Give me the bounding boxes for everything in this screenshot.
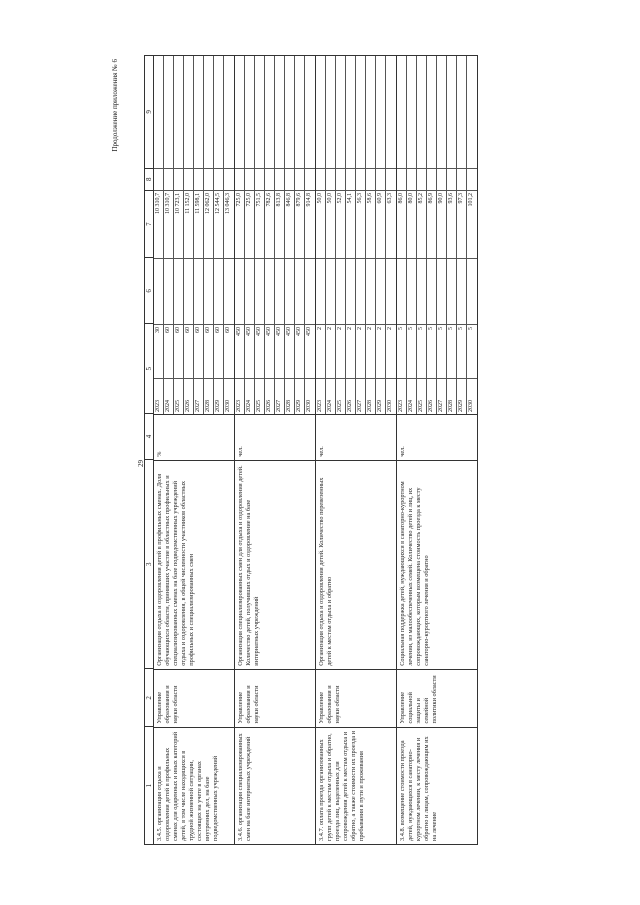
column-number: 2 <box>145 668 153 726</box>
value-cell: 450 <box>305 324 315 378</box>
value-cell: 450 <box>235 324 244 378</box>
amount-cell: 54,1 <box>346 190 355 258</box>
amount-cell: 50,0 <box>326 190 335 258</box>
empty-cell <box>376 168 385 190</box>
year-row <box>366 56 376 414</box>
year-cell: 2025 <box>174 378 183 414</box>
amount-cell: 52,0 <box>336 190 345 258</box>
amount-cell: 80,0 <box>407 190 416 258</box>
empty-cell <box>457 168 466 190</box>
empty-cell <box>204 168 213 190</box>
empty-cell <box>214 258 223 324</box>
value-cell: 450 <box>245 324 254 378</box>
indicator-cell: Организация отдыха и оздоровления детей. Количество перевезенных детей к местам отдыха и обратно <box>316 460 396 669</box>
amount-cell: 725,0 <box>235 190 244 258</box>
value-cell: 2 <box>366 324 375 378</box>
empty-cell <box>194 258 203 324</box>
empty-cell <box>305 56 315 168</box>
table-row <box>397 55 478 845</box>
measure-cell: 3.4.6. организация специализированных смен на базе интернатных учреждений <box>235 727 315 844</box>
year-cell: 2029 <box>457 378 466 414</box>
measure-cell: 3.4.8. возмещение стоимости проезда детей, нуждающихся в санаторно-курортном лечении, к месту лечения и обратно и лицам, сопровождающим их на лечение <box>397 727 477 844</box>
empty-cell <box>305 258 315 324</box>
empty-cell <box>447 258 456 324</box>
value-cell: 5 <box>407 324 416 378</box>
empty-cell <box>184 258 193 324</box>
empty-cell <box>447 56 456 168</box>
year-rows <box>154 56 234 414</box>
executor-cell: Управление образования и науки области <box>316 669 396 727</box>
value-cell: 450 <box>255 324 264 378</box>
amount-cell: 63,3 <box>386 190 396 258</box>
empty-cell <box>245 168 254 190</box>
unit-cell: чел. <box>397 414 477 460</box>
amount-cell: 10 310,7 <box>154 190 163 258</box>
year-cell: 2025 <box>255 378 264 414</box>
year-row <box>437 56 447 414</box>
year-row <box>356 56 366 414</box>
rotated-table-sheet <box>111 55 631 845</box>
empty-cell <box>154 168 163 190</box>
column-number: 4 <box>145 413 153 459</box>
table-row <box>316 55 397 845</box>
value-cell: 60 <box>184 324 193 378</box>
empty-cell <box>305 168 315 190</box>
year-cell: 2023 <box>316 378 325 414</box>
amount-cell: 12 062,0 <box>204 190 213 258</box>
amount-cell: 11 152,0 <box>184 190 193 258</box>
year-row <box>457 56 467 414</box>
year-cell: 2027 <box>437 378 446 414</box>
empty-cell <box>154 258 163 324</box>
year-row <box>184 56 194 414</box>
empty-cell <box>255 258 264 324</box>
empty-cell <box>397 56 406 168</box>
empty-cell <box>295 168 304 190</box>
amount-cell: 90,0 <box>437 190 446 258</box>
empty-cell <box>255 168 264 190</box>
amount-cell: 846,8 <box>285 190 294 258</box>
year-row <box>285 56 295 414</box>
year-row <box>174 56 184 414</box>
value-cell: 5 <box>397 324 406 378</box>
year-row <box>255 56 265 414</box>
value-cell: 450 <box>285 324 294 378</box>
empty-cell <box>285 56 294 168</box>
year-row <box>214 56 224 414</box>
empty-cell <box>366 258 375 324</box>
executor-cell: Управление социальной защиты и семейной политики области <box>397 669 477 727</box>
year-cell: 2026 <box>184 378 193 414</box>
year-cell: 2023 <box>235 378 244 414</box>
amount-cell: 58,6 <box>366 190 375 258</box>
empty-cell <box>235 56 244 168</box>
empty-cell <box>346 258 355 324</box>
year-cell: 2029 <box>214 378 223 414</box>
table-row <box>235 55 316 845</box>
unit-cell: % <box>154 414 234 460</box>
amount-cell: 13 046,3 <box>224 190 234 258</box>
page-number: 29 <box>137 460 145 467</box>
empty-cell <box>275 258 284 324</box>
empty-cell <box>235 258 244 324</box>
year-row <box>467 56 477 414</box>
year-row <box>386 56 396 414</box>
empty-cell <box>366 168 375 190</box>
amount-cell: 97,3 <box>457 190 466 258</box>
empty-cell <box>265 258 274 324</box>
year-cell: 2028 <box>285 378 294 414</box>
empty-cell <box>235 168 244 190</box>
amount-cell: 914,8 <box>305 190 315 258</box>
empty-cell <box>164 56 173 168</box>
year-cell: 2026 <box>427 378 436 414</box>
year-row <box>427 56 437 414</box>
year-row <box>194 56 204 414</box>
empty-cell <box>437 56 446 168</box>
value-cell: 2 <box>346 324 355 378</box>
column-number: 1 <box>145 726 153 844</box>
empty-cell <box>174 258 183 324</box>
empty-cell <box>457 258 466 324</box>
year-cell: 2024 <box>407 378 416 414</box>
empty-cell <box>204 56 213 168</box>
empty-cell <box>245 56 254 168</box>
year-cell: 2023 <box>154 378 163 414</box>
empty-cell <box>336 258 345 324</box>
amount-cell: 85,2 <box>417 190 426 258</box>
amount-cell: 813,8 <box>275 190 284 258</box>
year-row <box>346 56 356 414</box>
column-number: 9 <box>145 110 153 114</box>
column-number: 7 <box>145 190 153 258</box>
value-cell: 30 <box>154 324 163 378</box>
year-row <box>275 56 285 414</box>
amount-cell: 782,6 <box>265 190 274 258</box>
value-cell: 2 <box>376 324 385 378</box>
year-cell: 2027 <box>275 378 284 414</box>
empty-cell <box>356 258 365 324</box>
empty-cell <box>265 168 274 190</box>
empty-cell <box>265 56 274 168</box>
year-cell: 2026 <box>265 378 274 414</box>
indicator-cell: Социальная поддержка детей, нуждающихся в санаторно-курортном лечении, из малообеспеченных семей. Количество детей и лиц, их сопровождающих, которым возмещена стоимость проезда к месту санаторно-курортного лечения и обратно <box>397 460 477 669</box>
empty-cell <box>467 168 477 190</box>
year-rows <box>316 56 396 414</box>
empty-cell <box>467 56 477 168</box>
empty-cell <box>376 56 385 168</box>
empty-cell <box>437 168 446 190</box>
amount-cell: 10 723,1 <box>174 190 183 258</box>
empty-cell <box>356 56 365 168</box>
year-row <box>326 56 336 414</box>
empty-cell <box>224 258 234 324</box>
value-cell: 5 <box>457 324 466 378</box>
column-number-row <box>144 55 154 845</box>
value-cell: 450 <box>265 324 274 378</box>
value-cell: 60 <box>174 324 183 378</box>
value-cell: 60 <box>194 324 203 378</box>
empty-cell <box>447 168 456 190</box>
empty-cell <box>174 56 183 168</box>
unit-cell: чел. <box>235 414 315 460</box>
empty-cell <box>467 258 477 324</box>
empty-cell <box>204 258 213 324</box>
empty-cell <box>285 258 294 324</box>
year-row <box>265 56 275 414</box>
empty-cell <box>376 258 385 324</box>
year-row <box>447 56 457 414</box>
empty-cell <box>397 168 406 190</box>
empty-cell <box>295 258 304 324</box>
amount-cell: 879,6 <box>295 190 304 258</box>
amount-cell: 60,9 <box>376 190 385 258</box>
indicator-cell: Организация отдыха и оздоровления детей в профильных сменах. Доля обучающихся области, принявших участие в областных профильных и специализированных сменах на базе подведомственных учреждений отдыха и оздоровления, в общей численности участников областных профильных и специализированных смен <box>154 460 234 669</box>
empty-cell <box>457 56 466 168</box>
amount-cell: 101,2 <box>467 190 477 258</box>
empty-cell <box>417 258 426 324</box>
year-row <box>316 56 326 414</box>
amount-cell: 12 544,5 <box>214 190 223 258</box>
amount-cell: 725,0 <box>245 190 254 258</box>
amount-cell: 751,5 <box>255 190 264 258</box>
empty-cell <box>417 168 426 190</box>
empty-cell <box>275 168 284 190</box>
empty-cell <box>427 56 436 168</box>
empty-cell <box>214 168 223 190</box>
empty-cell <box>346 56 355 168</box>
year-row <box>235 56 245 414</box>
table-body <box>154 55 478 845</box>
value-cell: 60 <box>164 324 173 378</box>
executor-cell: Управление образования и науки области <box>154 669 234 727</box>
year-row <box>336 56 346 414</box>
empty-cell <box>427 168 436 190</box>
indicator-cell: Организация специализированных смен для отдыха и оздоровления детей. Количество детей, получивших отдых и оздоровление на базе интернатных учреждений <box>235 460 315 669</box>
value-cell: 5 <box>467 324 477 378</box>
value-cell: 5 <box>427 324 436 378</box>
year-row <box>245 56 255 414</box>
column-number: 6 <box>145 257 153 323</box>
amount-cell: 86,0 <box>397 190 406 258</box>
empty-cell <box>386 258 396 324</box>
empty-cell <box>427 258 436 324</box>
empty-cell <box>245 258 254 324</box>
year-rows <box>397 56 477 414</box>
year-row <box>417 56 427 414</box>
year-cell: 2028 <box>366 378 375 414</box>
empty-cell <box>184 56 193 168</box>
year-row <box>397 56 407 414</box>
empty-cell <box>407 258 416 324</box>
measure-cell: 3.4.5. организация отдыха и оздоровления детей в профильных сменах для одаренных и иных категорий детей, в том числе находящихся в трудной жизненной ситуации, состоящих на учете в органах внутренних дел, на базе подведомственных учреждений <box>154 727 234 844</box>
column-number: 5 <box>145 323 153 413</box>
year-rows <box>235 56 315 414</box>
empty-cell <box>316 56 325 168</box>
amount-cell: 93,6 <box>447 190 456 258</box>
value-cell: 2 <box>326 324 335 378</box>
empty-cell <box>356 168 365 190</box>
empty-cell <box>326 258 335 324</box>
year-row <box>224 56 234 414</box>
empty-cell <box>224 168 234 190</box>
year-cell: 2023 <box>397 378 406 414</box>
value-cell: 450 <box>295 324 304 378</box>
year-row <box>164 56 174 414</box>
empty-cell <box>346 168 355 190</box>
empty-cell <box>437 258 446 324</box>
column-number: 8 <box>145 168 153 190</box>
empty-cell <box>295 56 304 168</box>
year-row <box>305 56 315 414</box>
empty-cell <box>336 56 345 168</box>
empty-cell <box>285 168 294 190</box>
year-cell: 2026 <box>346 378 355 414</box>
executor-cell: Управление образования и науки области <box>235 669 315 727</box>
column-number: 3 <box>145 459 153 668</box>
year-cell: 2025 <box>417 378 426 414</box>
year-cell: 2024 <box>326 378 335 414</box>
amount-cell: 10 310,7 <box>164 190 173 258</box>
value-cell: 2 <box>316 324 325 378</box>
empty-cell <box>397 258 406 324</box>
empty-cell <box>164 168 173 190</box>
year-cell: 2024 <box>245 378 254 414</box>
value-cell: 450 <box>275 324 284 378</box>
empty-cell <box>407 56 416 168</box>
value-cell: 5 <box>447 324 456 378</box>
empty-cell <box>214 56 223 168</box>
empty-cell <box>224 56 234 168</box>
year-row <box>204 56 214 414</box>
value-cell: 60 <box>204 324 213 378</box>
empty-cell <box>417 56 426 168</box>
amount-cell: 11 598,1 <box>194 190 203 258</box>
appendix-note: Продолжение приложения № 6 <box>111 59 119 152</box>
value-cell: 60 <box>224 324 234 378</box>
empty-cell <box>366 56 375 168</box>
year-cell: 2029 <box>376 378 385 414</box>
empty-cell <box>194 56 203 168</box>
empty-cell <box>407 168 416 190</box>
year-cell: 2025 <box>336 378 345 414</box>
year-cell: 2027 <box>194 378 203 414</box>
year-row <box>376 56 386 414</box>
year-cell: 2028 <box>204 378 213 414</box>
amount-cell: 50,0 <box>316 190 325 258</box>
empty-cell <box>316 168 325 190</box>
table-row <box>154 55 235 845</box>
year-cell: 2028 <box>447 378 456 414</box>
year-row <box>295 56 305 414</box>
empty-cell <box>275 56 284 168</box>
year-cell: 2030 <box>224 378 234 414</box>
empty-cell <box>164 258 173 324</box>
empty-cell <box>174 168 183 190</box>
empty-cell <box>386 56 396 168</box>
value-cell: 5 <box>437 324 446 378</box>
value-cell: 2 <box>356 324 365 378</box>
empty-cell <box>255 56 264 168</box>
year-cell: 2027 <box>356 378 365 414</box>
year-cell: 2030 <box>467 378 477 414</box>
value-cell: 5 <box>417 324 426 378</box>
empty-cell <box>336 168 345 190</box>
measure-cell: 3.4.7. оплата проезда организованных групп детей к местам отдыха и обратно, проезда лиц, выделенных для сопровождения детей к местам отдыха и обратно, а также стоимости их проезда и пребывания в пути и проживания <box>316 727 396 844</box>
value-cell: 2 <box>336 324 345 378</box>
empty-cell <box>154 56 163 168</box>
empty-cell <box>386 168 396 190</box>
year-row <box>154 56 164 414</box>
empty-cell <box>316 258 325 324</box>
value-cell: 2 <box>386 324 396 378</box>
empty-cell <box>326 168 335 190</box>
year-cell: 2029 <box>295 378 304 414</box>
unit-cell: чел. <box>316 414 396 460</box>
empty-cell <box>326 56 335 168</box>
amount-cell: 86,9 <box>427 190 436 258</box>
year-cell: 2024 <box>164 378 173 414</box>
year-cell: 2030 <box>386 378 396 414</box>
value-cell: 60 <box>214 324 223 378</box>
amount-cell: 56,3 <box>356 190 365 258</box>
year-row <box>407 56 417 414</box>
year-cell: 2030 <box>305 378 315 414</box>
empty-cell <box>184 168 193 190</box>
empty-cell <box>194 168 203 190</box>
